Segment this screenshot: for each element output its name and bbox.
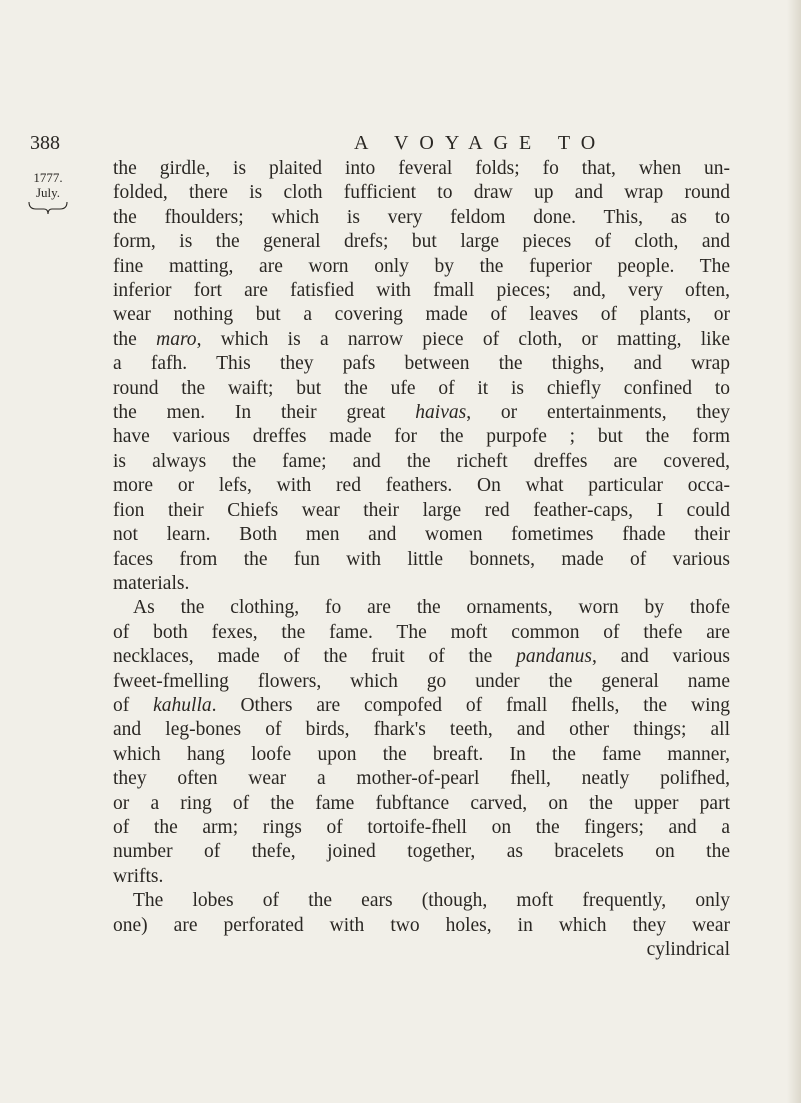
text-line (113, 425, 730, 449)
text-line (113, 792, 730, 816)
text-segment: the girdle, is plaited into feveral folds; fo that, when un- (113, 158, 730, 179)
text-line (113, 548, 730, 572)
text-segment: the men. In their great (113, 402, 416, 424)
running-head (0, 128, 801, 158)
text-line (113, 645, 730, 669)
margin-month: July. (35, 185, 61, 200)
text-line (113, 840, 730, 864)
text-segment: or a ring of the fame fubftance carved, on the upper part (113, 792, 730, 814)
text-segment: inferior fort are fatisfied with fmall pieces; and, very often, (113, 280, 730, 302)
text-line (113, 694, 730, 718)
text-segment: of the arm; rings of tortoife-fhell on the fingers; and a (113, 816, 730, 838)
text-segment: of both fexes, the fame. The moft common of thefe are (113, 621, 730, 643)
text-segment: not learn. Both men and women fometimes fhade their (113, 524, 730, 546)
text-line (113, 401, 730, 425)
text-segment: , or entertainments, they (466, 402, 730, 424)
text-segment: the fhoulders; which is very feldom done. This, as to (113, 206, 730, 228)
page-number: 388 (30, 132, 60, 154)
text-line (113, 157, 730, 181)
text-segment: wrifts. (113, 865, 164, 887)
text-segment: one) are perforated with two holes, in which they wear (113, 914, 730, 936)
text-segment: is always the fame; and the richeft dreffes are covered, (113, 450, 730, 472)
text-line (113, 523, 730, 547)
text-segment: number of thefe, joined together, as bracelets on the (113, 841, 730, 863)
text-segment: a fafh. This they pafs between the thighs, and wrap (113, 353, 730, 375)
running-title: A VOYAGE TO (354, 132, 607, 154)
text-line (113, 865, 730, 889)
text-segment: the (113, 328, 157, 350)
text-line (113, 914, 730, 938)
text-segment: cylindrical (646, 939, 730, 960)
text-segment: The lobes of the ears (though, moft frequently, only (133, 890, 730, 912)
text-segment: fweet-fmelling flowers, which go under the general name (113, 670, 730, 692)
text-line (113, 889, 730, 913)
text-line (113, 499, 730, 523)
text-line (113, 255, 730, 279)
text-line (113, 377, 730, 401)
text-line (113, 938, 730, 962)
text-segment: they often wear a mother-of-pearl fhell, neatly polifhed, (113, 768, 730, 790)
text-segment: and leg-bones of birds, fhark's teeth, and other things; all (113, 719, 730, 741)
text-segment: fine matting, are worn only by the fuperior people. The (113, 255, 730, 277)
text-line (113, 474, 730, 498)
text-segment: fion their Chiefs wear their large red feather-caps, I could (113, 499, 730, 521)
text-line (113, 206, 730, 230)
text-line (113, 816, 730, 840)
text-segment: wear nothing but a covering made of leaves of plants, or (113, 304, 730, 326)
text-line (113, 303, 730, 327)
text-segment: , and various (591, 646, 731, 668)
text-line (113, 718, 730, 742)
text-line (113, 279, 730, 303)
text-segment: folded, there is cloth fufficient to draw up and wrap round (113, 182, 730, 204)
text-line (113, 450, 730, 474)
text-line (113, 230, 730, 254)
text-segment: have various dreffes made for the purpofe ; but the form (113, 426, 730, 448)
text-line (113, 572, 730, 596)
text-segment: . Others are compofed of fmall fhells, the wing (211, 694, 730, 716)
margin-date-note (26, 170, 70, 215)
text-line (113, 328, 730, 352)
text-segment: necklaces, made of the fruit of the (113, 646, 517, 668)
text-segment: of (113, 694, 154, 716)
text-segment: , which is a narrow piece of cloth, or matting, like (196, 328, 730, 350)
text-segment: faces from the fun with little bonnets, made of various (113, 548, 730, 570)
page-edge-shadow (787, 0, 801, 1103)
text-line (113, 596, 730, 620)
text-line (113, 352, 730, 376)
text-segment: which hang loofe upon the breaft. In the fame manner, (113, 743, 730, 765)
text-segment: As the clothing, fo are the ornaments, worn by thofe (133, 597, 730, 619)
text-line (113, 181, 730, 205)
italic-term: maro (156, 328, 197, 350)
body-text (113, 157, 730, 962)
text-segment: round the waift; but the ufe of it is chiefly confined to (113, 377, 730, 399)
text-segment: materials. (113, 572, 190, 594)
italic-term: haivas (415, 402, 467, 424)
text-line (113, 767, 730, 791)
text-line (113, 621, 730, 645)
text-line (113, 670, 730, 694)
brace-icon (28, 201, 68, 215)
italic-term: kahulla (153, 694, 212, 716)
text-segment: form, is the general drefs; but large pieces of cloth, and (113, 231, 730, 253)
italic-term: pandanus (516, 646, 592, 668)
text-line (113, 743, 730, 767)
text-segment: more or lefs, with red feathers. On what particular occa- (113, 475, 730, 497)
margin-year: 1777. (33, 170, 63, 185)
